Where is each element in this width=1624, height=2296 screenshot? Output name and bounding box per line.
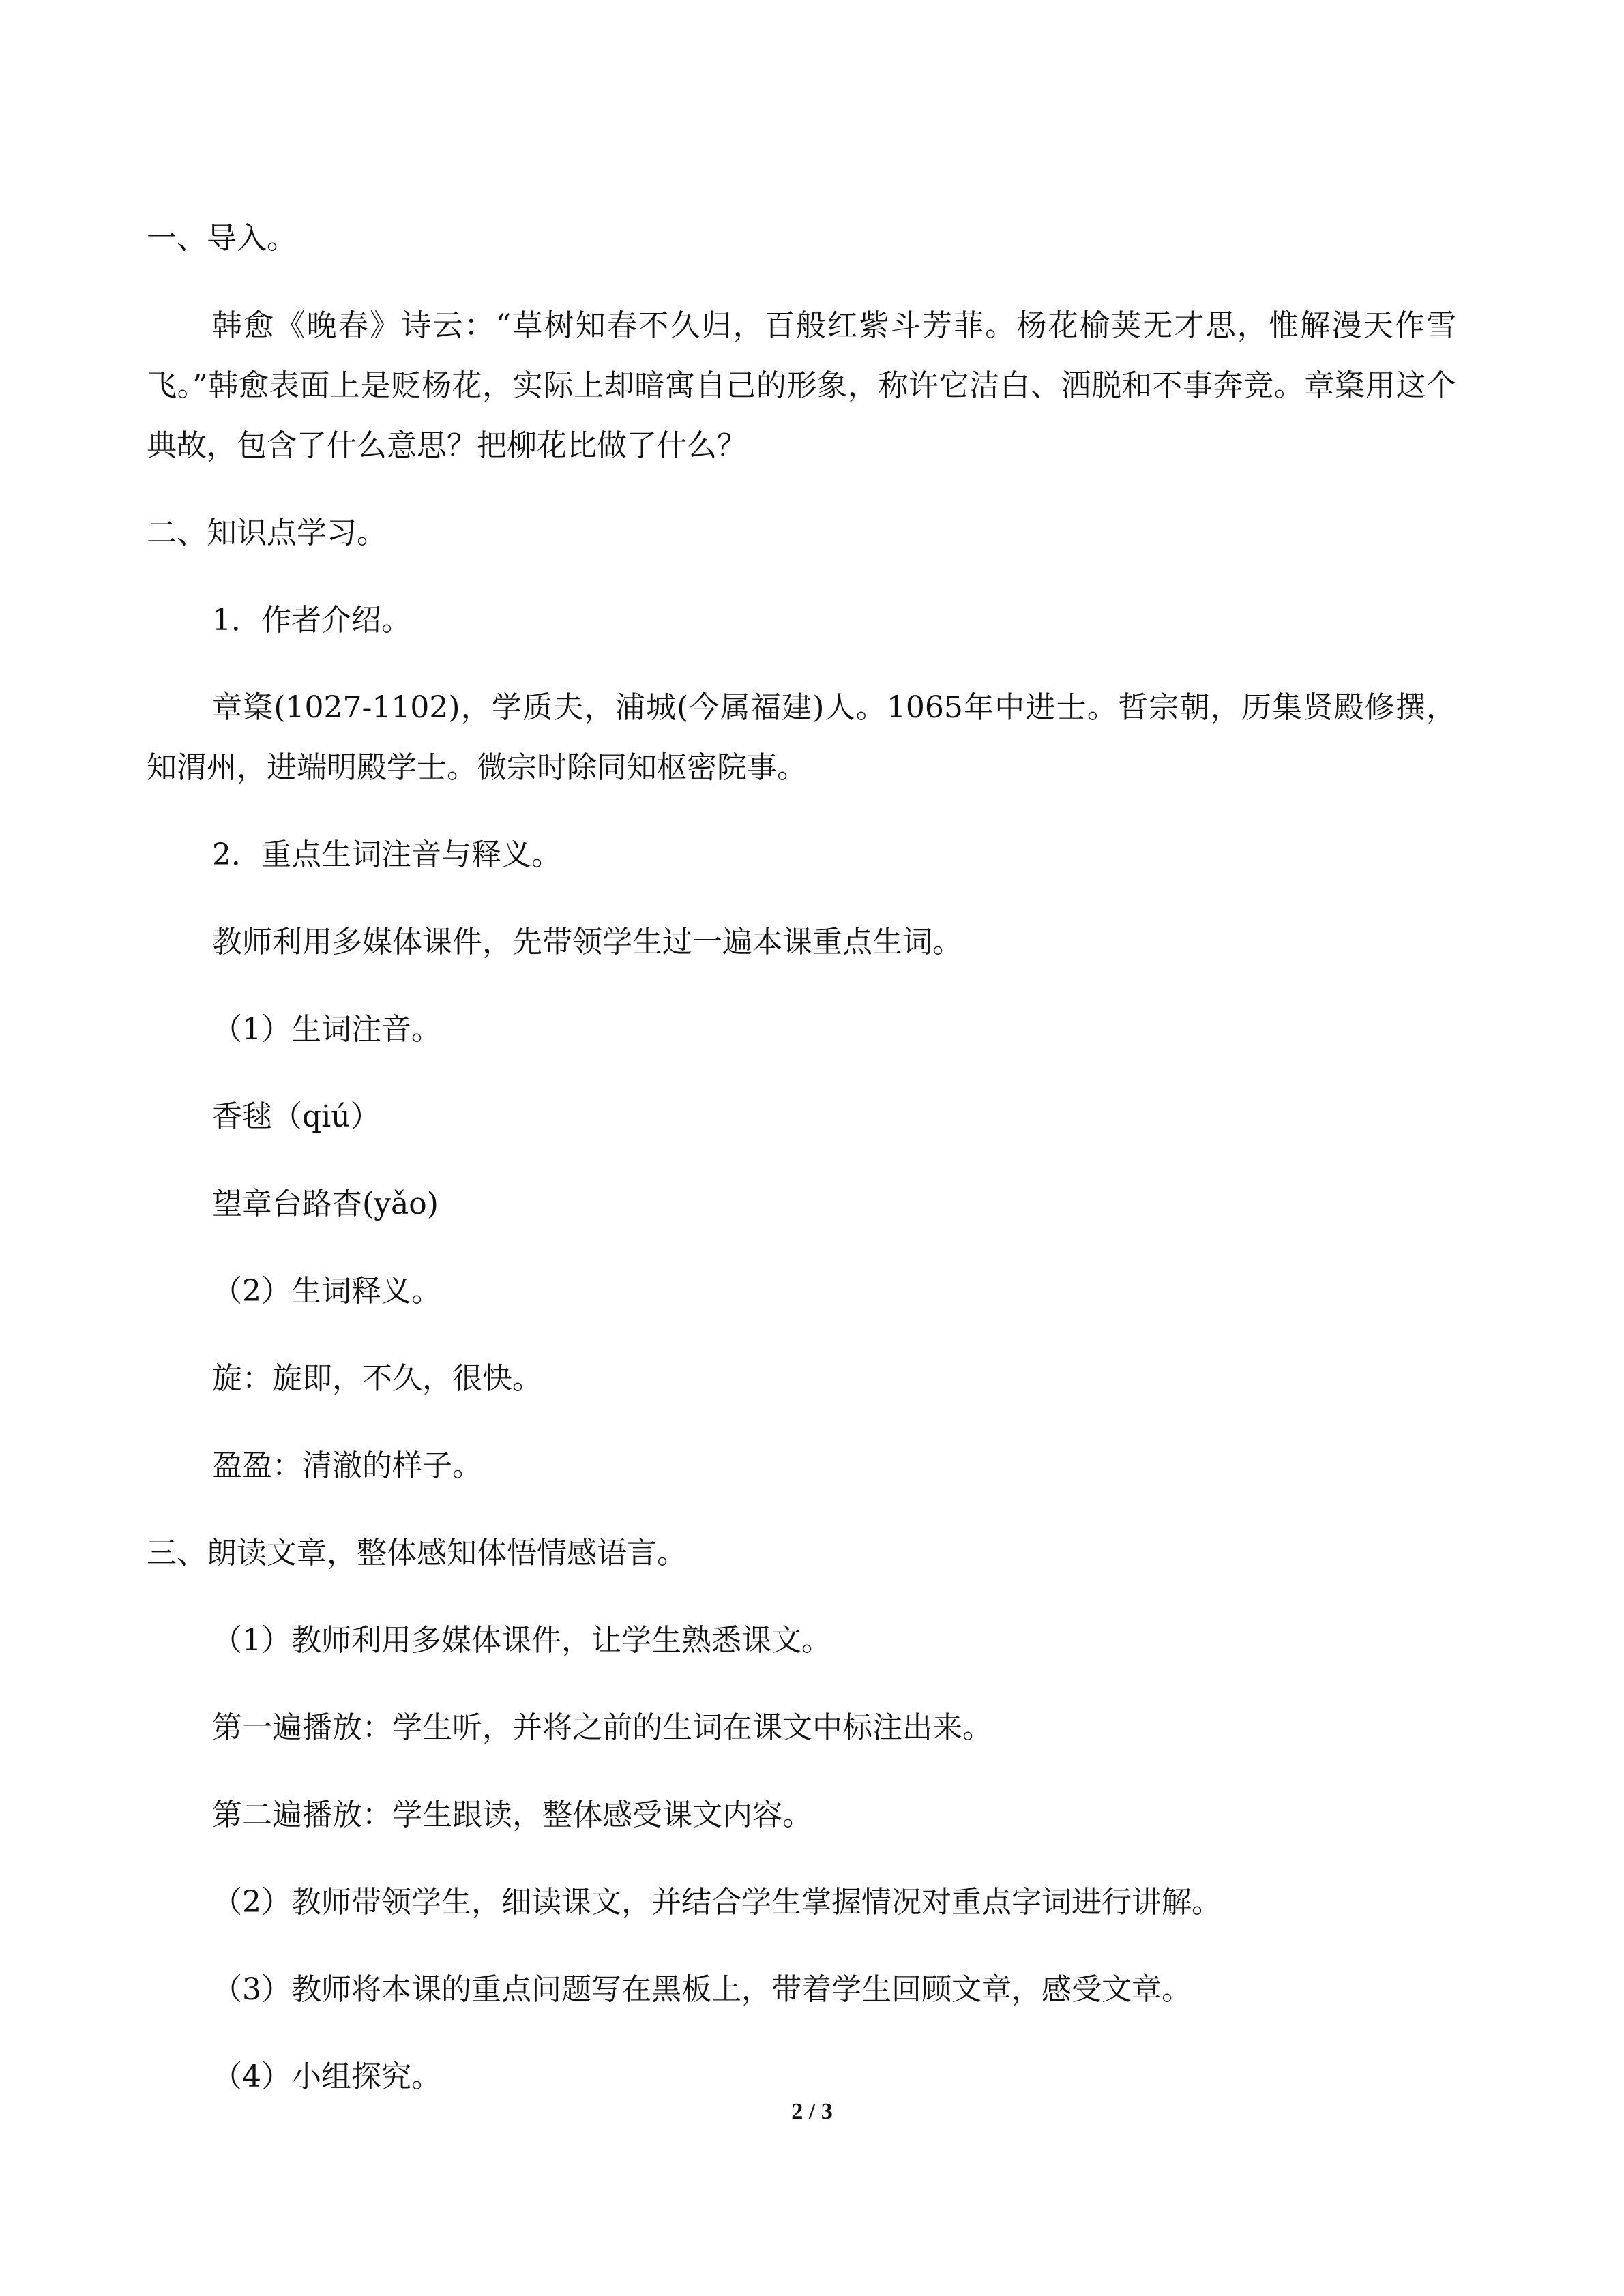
vocabulary-intro: 教师利用多媒体课件，先带领学生过一遍本课重点生词。	[212, 925, 962, 959]
author-paragraph: 章楶(1027-1102)，学质夫，浦城(今属福建)人。1065年中进士。哲宗朝，历集贤殿修撰，知渭州，进端明殿学士。微宗时除同知枢密院事。	[147, 690, 1456, 785]
vocab-definition: 旋：旋即，不久，很快。	[212, 1361, 542, 1396]
list-item-reading-4: （4）小组探究。	[212, 2059, 441, 2094]
list-item-reading-3: （3）教师将本课的重点问题写在黑板上，带着学生回顾文章，感受文章。	[212, 1972, 1192, 2007]
section-heading-intro: 一、导入。	[147, 221, 297, 256]
section-heading-knowledge: 二、知识点学习。	[147, 516, 387, 550]
vocab-word: 香毬（qiú）	[212, 1099, 381, 1134]
vocab-definition: 盈盈：清澈的样子。	[212, 1448, 482, 1483]
playback-step-1: 第一遍播放：学生听，并将之前的生词在课文中标注出来。	[212, 1710, 992, 1745]
subheading-author: 1．作者介绍。	[212, 603, 411, 638]
vocab-word: 望章台路杳(yǎo)	[212, 1187, 439, 1221]
list-item-pronunciation: （1）生词注音。	[212, 1012, 441, 1047]
page-number: 2 / 3	[791, 2099, 833, 2124]
intro-paragraph: 韩愈《晚春》诗云：“草树知春不久归，百般红紫斗芳菲。杨花榆荚无才思，惟解漫天作雪飞。”韩愈表面上是贬杨花，实际上却暗寓自己的形象，称许它洁白、洒脱和不事奔竞。章楶用这个典故，包含了什么意思？把柳花比做了什么？	[147, 308, 1456, 463]
list-item-definitions: （2）生词释义。	[212, 1274, 441, 1309]
list-item-reading-1: （1）教师利用多媒体课件，让学生熟悉课文。	[212, 1623, 831, 1658]
subheading-vocabulary: 2．重点生词注音与释义。	[212, 837, 561, 872]
playback-step-2: 第二遍播放：学生跟读，整体感受课文内容。	[212, 1798, 812, 1832]
section-heading-reading: 三、朗读文章，整体感知体悟情感语言。	[147, 1536, 687, 1570]
document-body	[147, 209, 1456, 2107]
list-item-reading-2: （2）教师带领学生，细读课文，并结合学生掌握情况对重点字词进行讲解。	[212, 1885, 1222, 1920]
